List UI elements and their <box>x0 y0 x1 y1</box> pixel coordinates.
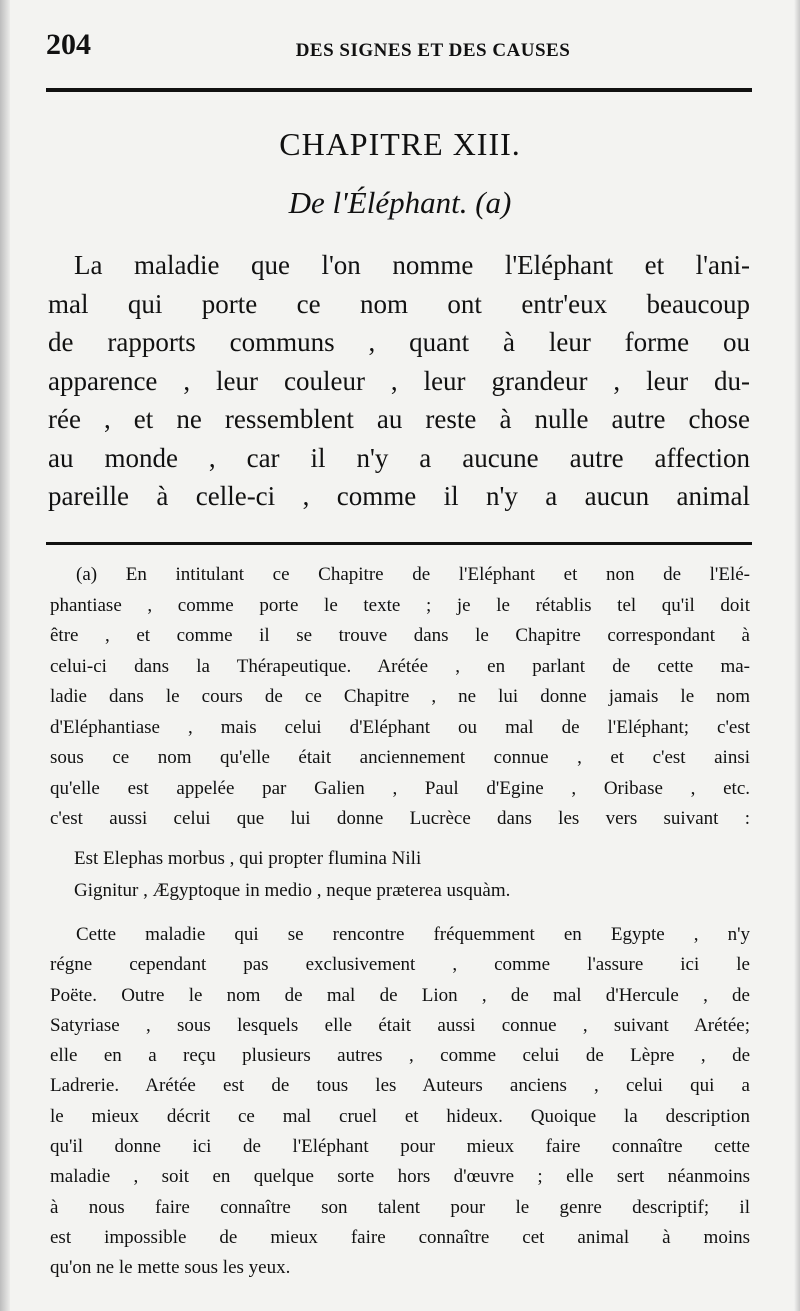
verse-line: Gignitur , Ægyptoque in medio , neque præterea usquàm. <box>74 880 511 901</box>
paragraph-line: Satyriase , sous lesquels elle était aussi connue , suivant Arétée; <box>50 1014 750 1036</box>
footnote-continuation <box>50 920 750 1284</box>
page-header <box>46 28 750 72</box>
main-text <box>48 246 750 516</box>
chapter-subtitle: De l'Éléphant. (a) <box>288 185 512 220</box>
footnote-rule <box>46 542 752 545</box>
header-rule <box>46 88 752 92</box>
paragraph-line: le mieux décrit ce mal cruel et hideux. Quoique la description <box>50 1105 750 1127</box>
main-text-line: pareille à celle-ci , comme il n'y a aucun animal <box>48 481 750 511</box>
footnote-line: ladie dans le cours de ce Chapitre , ne lui donne jamais le nom <box>50 686 750 707</box>
paragraph-line: elle en a reçu plusieurs autres , comme celui de Lèpre , de <box>50 1045 750 1067</box>
paragraph-line: Ladrerie. Arétée est de tous les Auteurs anciens , celui qui a <box>50 1075 750 1097</box>
main-text-line: de rapports communs , quant à leur forme ou <box>48 327 750 357</box>
footnote <box>50 560 750 835</box>
footnote-line: phantiase , comme porte le texte ; je le rétablis tel qu'il doit <box>50 594 750 616</box>
footnote-line: sous ce nom qu'elle était anciennement connue , et c'est ainsi <box>50 747 750 768</box>
main-text-line: au monde , car il n'y a aucune autre affection <box>48 442 750 473</box>
running-title: DES SIGNES ET DES CAUSES <box>295 40 571 61</box>
latin-verse <box>74 843 740 907</box>
footnote-line: (a) En intitulant ce Chapitre de l'Eléphant et non de l'Elé- <box>76 564 750 585</box>
footnote-line: d'Eléphantiase , mais celui d'Eléphant ou mal de l'Eléphant; c'est <box>50 716 750 738</box>
main-text-line: apparence , leur couleur , leur grandeur , leur du- <box>48 365 750 396</box>
page-number: 204 <box>46 28 91 61</box>
verse-line: Est Elephas morbus , qui propter flumina Nili <box>74 848 422 869</box>
main-text-line: La maladie que l'on nomme l'Eléphant et l'ani- <box>74 250 750 280</box>
footnote-line: être , et comme il se trouve dans le Chapitre correspondant à <box>50 625 750 646</box>
paragraph-line: est impossible de mieux faire connaître cet animal à moins <box>50 1226 750 1248</box>
paragraph-line: Cette maladie qui se rencontre fréquemment en Egypte , n'y <box>76 924 750 945</box>
main-text-line: rée , et ne ressemblent au reste à nulle autre chose <box>48 404 750 434</box>
main-text-line: mal qui porte ce nom ont entr'eux beaucoup <box>48 288 750 319</box>
paragraph-line: à nous faire connaître son talent pour le genre descriptif; il <box>50 1196 750 1218</box>
paragraph-line: régne cependant pas exclusivement , comme l'assure ici le <box>50 954 750 976</box>
footnote-line: c'est aussi celui que lui donne Lucrèce dans les vers suivant : <box>50 808 750 829</box>
paragraph-line: Poëte. Outre le nom de mal de Lion , de mal d'Hercule , de <box>50 984 750 1006</box>
paragraph-line: qu'on ne le mette sous les yeux. <box>50 1257 291 1279</box>
chapter-title: CHAPITRE XIII. <box>279 126 521 162</box>
paragraph-line: qu'il donne ici de l'Eléphant pour mieux faire connaître cette <box>50 1136 750 1158</box>
paragraph-line: maladie , soit en quelque sorte hors d'œuvre ; elle sert néanmoins <box>50 1166 750 1188</box>
footnote-line: celui-ci dans la Thérapeutique. Arétée , en parlant de cette ma- <box>50 655 750 677</box>
footnote-line: qu'elle est appelée par Galien , Paul d'Egine , Oribase , etc. <box>50 777 750 799</box>
